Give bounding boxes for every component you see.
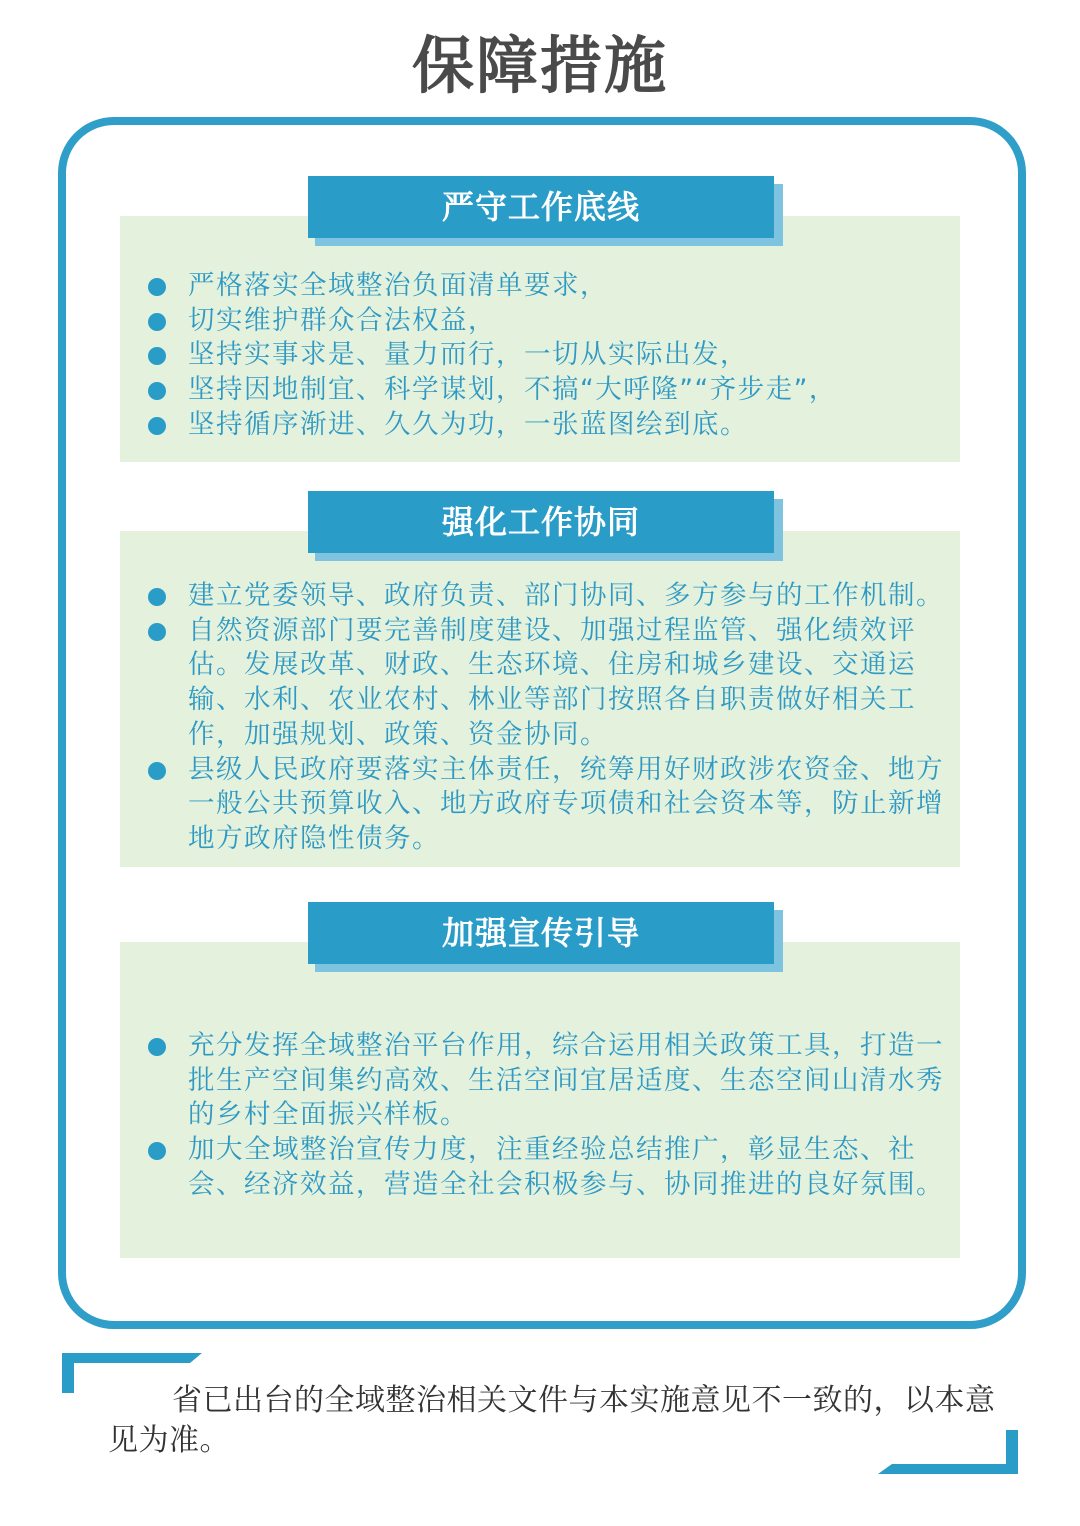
list-item-text: 县级人民政府要落实主体责任，统筹用好财政涉农资金、地方一般公共预算收入、地方政府专项债和社会资本等，防止新增地方政府隐性债务。 [188, 753, 944, 854]
list-item [120, 408, 960, 443]
list-item [120, 338, 960, 373]
section-heading: 强化工作协同 [308, 491, 774, 553]
list-item [120, 304, 960, 339]
section-work-coordination [120, 491, 960, 869]
list-item [120, 1133, 960, 1202]
list-item-text: 坚持循序渐进、久久为功，一张蓝图绘到底。 [188, 408, 748, 440]
bullet-dot-icon [148, 1038, 166, 1056]
bullet-dot-icon [148, 313, 166, 331]
list-item-text: 严格落实全域整治负面清单要求， [188, 270, 608, 301]
bullet-dot-icon [148, 1142, 166, 1160]
list-item [120, 1029, 960, 1133]
bullet-list [120, 269, 960, 443]
list-item-text: 建立党委领导、政府负责、部门协同、多方参与的工作机制。 [188, 580, 944, 611]
list-item-text: 加大全域整治宣传力度，注重经验总结推广，彰显生态、社会、经济效益，营造全社会积极参与、协同推进的良好氛围。 [188, 1134, 944, 1200]
bullet-list [120, 1029, 960, 1203]
bullet-list [120, 579, 960, 857]
bullet-dot-icon [148, 623, 166, 641]
list-item-text: 坚持因地制宜、科学谋划，不搞“大呼隆”“齐步走”， [188, 374, 837, 406]
list-item [120, 579, 960, 614]
bullet-dot-icon [148, 278, 166, 296]
list-item-text: 充分发挥全域整治平台作用，综合运用相关政策工具，打造一批生产空间集约高效、生活空间宜居适度、生态空间山清水秀的乡村全面振兴样板。 [188, 1030, 944, 1131]
bullet-dot-icon [148, 347, 166, 365]
section-work-baseline [120, 176, 960, 464]
list-item-text: 切实维护群众合法权益， [188, 304, 496, 336]
bullet-dot-icon [148, 382, 166, 400]
list-item [120, 753, 960, 857]
section-heading: 严守工作底线 [308, 176, 774, 238]
section-publicity [120, 902, 960, 1258]
page-title: 保障措施 [411, 29, 668, 102]
section-heading: 加强宣传引导 [308, 902, 774, 964]
list-item-text: 自然资源部门要完善制度建设、加强过程监管、强化绩效评估。发展改革、财政、生态环境、住房和城乡建设、交通运输、水利、农业农村、林业等部门按照各自职责做好相关工作，加强规划、政策、资金协同。 [188, 614, 916, 750]
list-item [120, 269, 960, 304]
bullet-dot-icon [148, 417, 166, 435]
list-item [120, 614, 960, 753]
list-item [120, 373, 960, 408]
bullet-dot-icon [148, 588, 166, 606]
list-item-text: 坚持实事求是、量力而行，一切从实际出发， [188, 339, 748, 371]
footer-note: 省已出台的全域整治相关文件与本实施意见不一致的，以本意见为准。 [108, 1383, 996, 1458]
bullet-dot-icon [148, 762, 166, 780]
